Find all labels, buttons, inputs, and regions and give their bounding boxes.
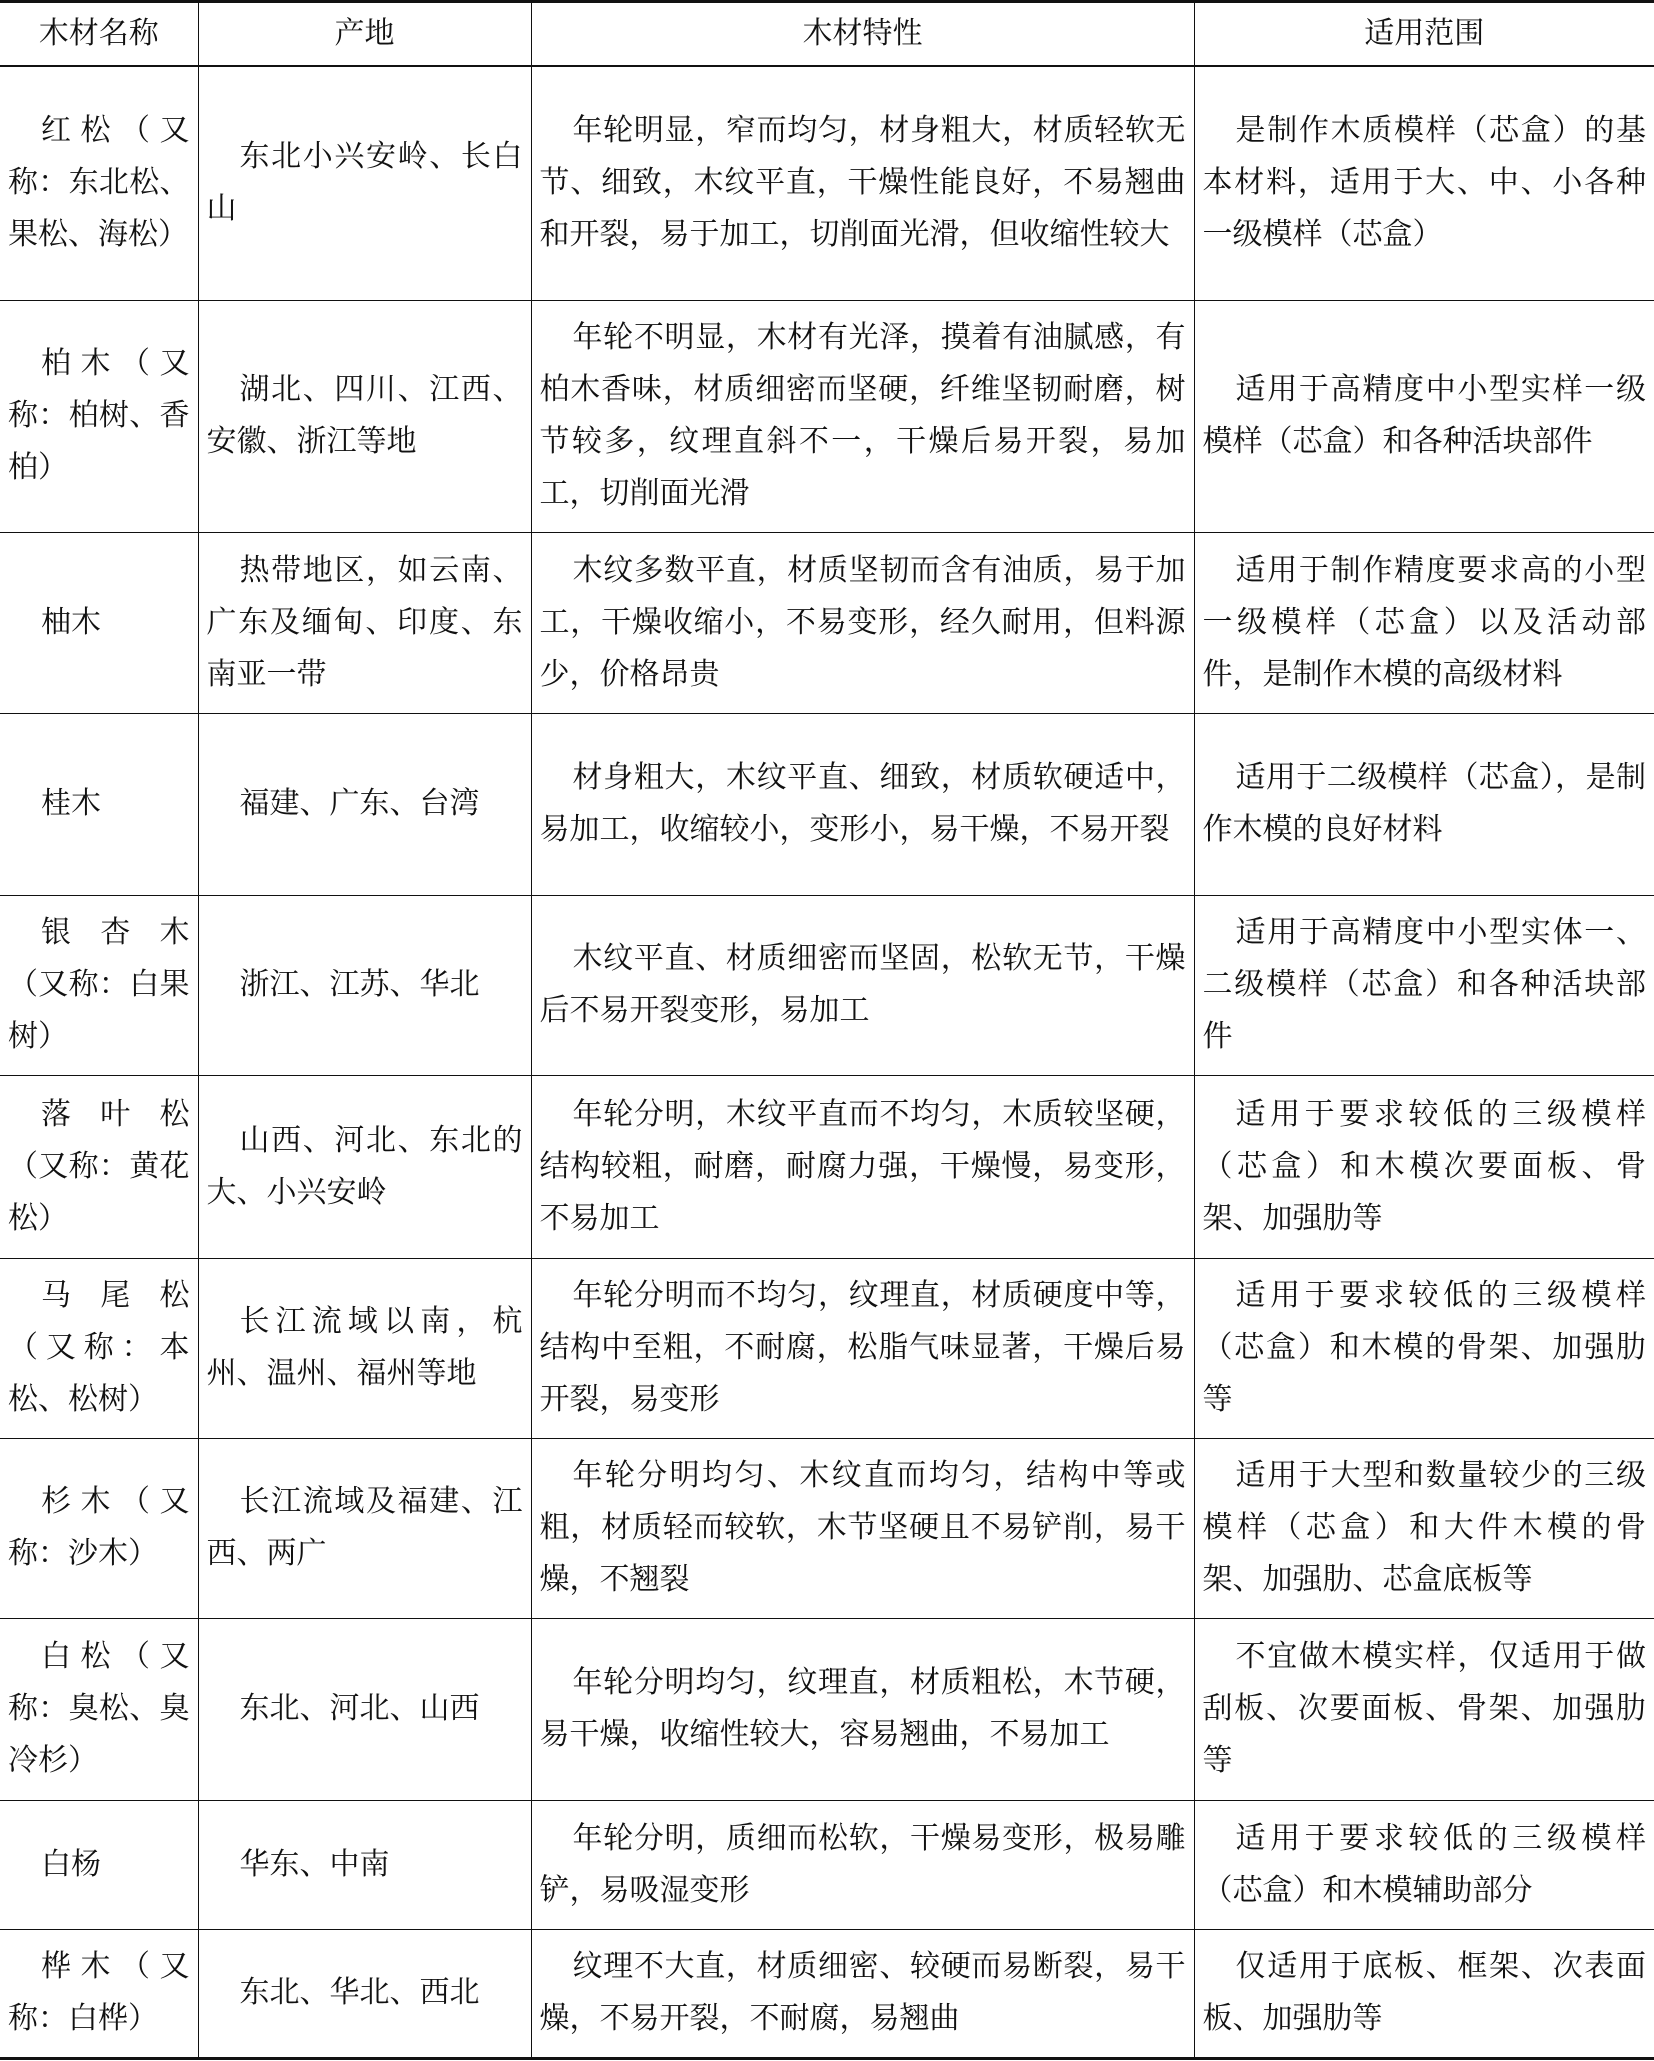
table-row (0, 1258, 1654, 1438)
cell-properties: 年轮分明均匀，纹理直，材质粗松，木节硬，易干燥，收缩性较大，容易翘曲，不易加工 (531, 1618, 1194, 1800)
header-usage: 适用范围 (1194, 2, 1654, 67)
cell-usage: 适用于要求较低的三级模样（芯盒）和木模辅助部分 (1194, 1800, 1654, 1929)
cell-usage: 仅适用于底板、框架、次表面板、加强肋等 (1202, 1949, 1646, 2036)
cell-usage: 不宜做木模实样，仅适用于做刮板、次要面板、骨架、加强肋等 (1194, 1618, 1654, 1800)
header-origin: 产地 (198, 2, 531, 67)
table-row (0, 713, 1654, 895)
cell-usage: 适用于大型和数量较少的三级模样（芯盒）和大件木模的骨架、加强肋、芯盒底板等 (1194, 1438, 1654, 1618)
cell-wood-name: 红松（又称：东北松、果松、海松） (0, 66, 198, 300)
cell-properties: 年轮分明，木纹平直而不均匀，木质较坚硬，结构较粗，耐磨，耐腐力强，干燥慢，易变形，不易加工 (531, 1075, 1194, 1258)
table-row (0, 1800, 1654, 1929)
table-row (0, 532, 1654, 713)
table-row (0, 1075, 1654, 1258)
cell-origin: 东北小兴安岭、长白山 (198, 66, 531, 300)
table-body (0, 66, 1654, 2058)
cell-wood-name: 桦木（又称：白桦） (0, 1929, 198, 2058)
cell-wood-name: 落叶松（又称：黄花松） (0, 1075, 198, 1258)
header-wood-name: 木材名称 (0, 2, 198, 67)
cell-wood-name: 柏木（又称：柏树、香柏） (0, 300, 198, 532)
header-properties: 木材特性 (531, 2, 1194, 67)
cell-origin: 湖北、四川、江西、安徽、浙江等地 (198, 300, 531, 532)
cell-origin: 浙江、江苏、华北 (198, 895, 531, 1075)
cell-usage: 适用于二级模样（芯盒），是制作木模的良好材料 (1194, 713, 1654, 895)
cell-origin: 热带地区，如云南、广东及缅甸、印度、东南亚一带 (198, 532, 531, 713)
cell-origin: 福建、广东、台湾 (198, 713, 531, 895)
cell-origin: 山西、河北、东北的大、小兴安岭 (198, 1075, 531, 1258)
cell-properties: 材身粗大，木纹平直、细致，材质软硬适中，易加工，收缩较小，变形小，易干燥，不易开裂 (531, 713, 1194, 895)
cell-usage: 适用于要求较低的三级模样（芯盒）和木模次要面板、骨架、加强肋等 (1194, 1075, 1654, 1258)
cell-origin: 东北、华北、西北 (198, 1929, 531, 2058)
cell-properties: 年轮明显，窄而均匀，材身粗大，材质轻软无节、细致，木纹平直，干燥性能良好，不易翘曲和开裂，易于加工，切削面光滑，但收缩性较大 (531, 66, 1194, 300)
cell-usage: 适用于要求较低的三级模样（芯盒）和木模的骨架、加强肋等 (1194, 1258, 1654, 1438)
table-row (0, 1929, 1654, 2058)
cell-properties: 年轮分明均匀、木纹直而均匀，结构中等或粗，材质轻而较软，木节坚硬且不易铲削，易干燥，不翘裂 (531, 1438, 1194, 1618)
table-header (0, 2, 1654, 67)
table-row (0, 300, 1654, 532)
cell-properties: 年轮不明显，木材有光泽，摸着有油腻感，有柏木香味，材质细密而坚硬，纤维坚韧耐磨，树节较多，纹理直斜不一，干燥后易开裂，易加工，切削面光滑 (531, 300, 1194, 532)
cell-usage: 适用于制作精度要求高的小型一级模样（芯盒）以及活动部件，是制作木模的高级材料 (1194, 532, 1654, 713)
header-row (0, 2, 1654, 67)
table-row (0, 1438, 1654, 1618)
cell-wood-name: 杉木（又称：沙木） (0, 1438, 198, 1618)
table-row (0, 1618, 1654, 1800)
cell-wood-name: 白松（又称：臭松、臭冷杉） (0, 1618, 198, 1800)
table-row (0, 66, 1654, 300)
cell-properties: 年轮分明而不均匀，纹理直，材质硬度中等，结构中至粗，不耐腐，松脂气味显著，干燥后易开裂，易变形 (531, 1258, 1194, 1438)
cell-properties: 年轮分明，质细而松软，干燥易变形，极易雕铲，易吸湿变形 (531, 1800, 1194, 1929)
cell-origin: 华东、中南 (198, 1800, 531, 1929)
cell-properties: 纹理不大直，材质细密、较硬而易断裂，易干燥，不易开裂，不耐腐，易翘曲 (531, 1929, 1194, 2058)
cell-usage: 适用于高精度中小型实体一、二级模样（芯盒）和各种活块部件 (1194, 895, 1654, 1075)
cell-origin: 长江流域及福建、江西、两广 (198, 1438, 531, 1618)
cell-usage: 是制作木质模样（芯盒）的基本材料，适用于大、中、小各种一级模样（芯盒） (1194, 66, 1654, 300)
cell-wood-name: 银杏木（又称：白果树） (0, 895, 198, 1075)
cell-wood-name: 马尾松（又称：本松、松树） (0, 1258, 198, 1438)
cell-origin: 东北、河北、山西 (198, 1618, 531, 1800)
cell-origin: 长江流域以南，杭州、温州、福州等地 (198, 1258, 531, 1438)
cell-properties: 木纹多数平直，材质坚韧而含有油质，易于加工，干燥收缩小，不易变形，经久耐用，但料源少，价格昂贵 (531, 532, 1194, 713)
cell-wood-name: 桂木 (0, 713, 198, 895)
table-row (0, 895, 1654, 1075)
cell-wood-name: 白杨 (0, 1800, 198, 1929)
cell-wood-name: 柚木 (0, 532, 198, 713)
cell-usage: 适用于高精度中小型实样一级模样（芯盒）和各种活块部件 (1194, 300, 1654, 532)
cell-properties: 木纹平直、材质细密而坚固，松软无节，干燥后不易开裂变形，易加工 (531, 895, 1194, 1075)
